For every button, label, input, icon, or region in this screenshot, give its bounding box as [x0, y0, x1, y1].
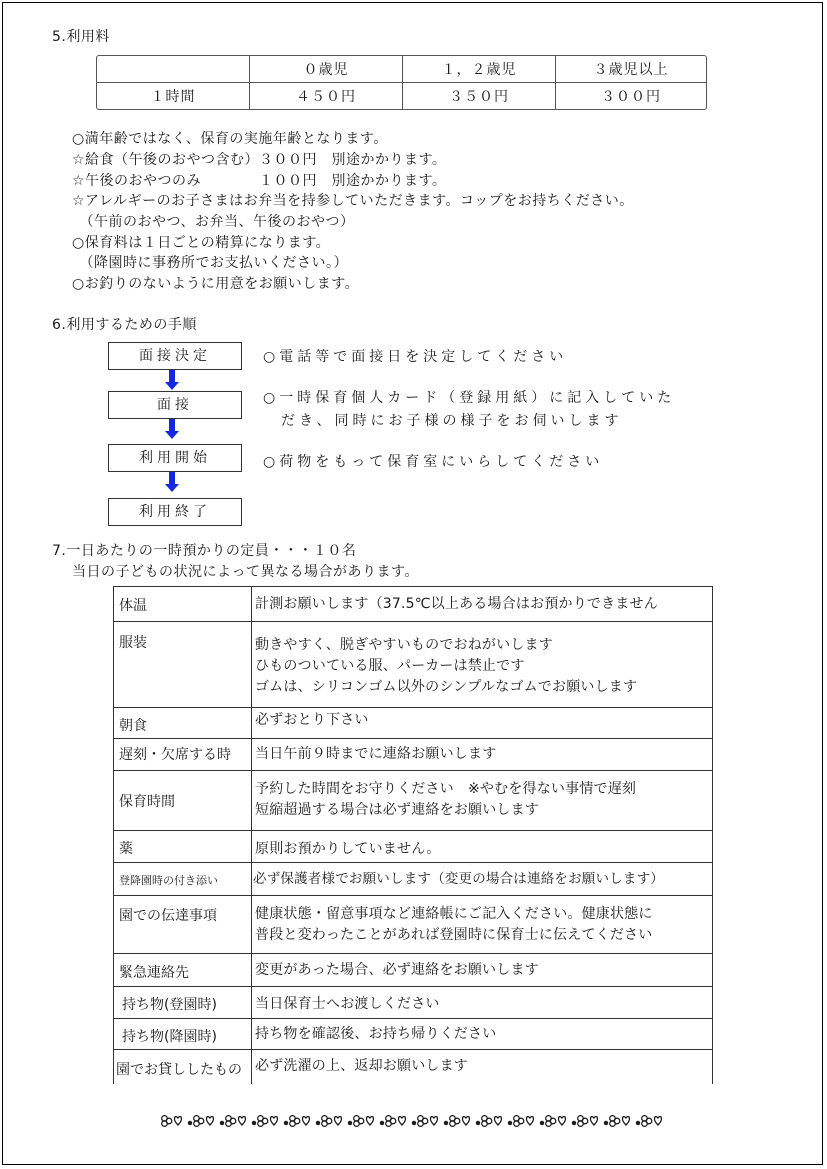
row-label: 服装	[114, 622, 252, 707]
row-label: 緊急連絡先	[114, 954, 252, 986]
fee-note: （降園時に事務所でお支払いください。）	[72, 255, 348, 271]
table-row	[114, 896, 712, 954]
fee-table-row	[97, 83, 706, 109]
row-label: 登降園時の付き添い	[114, 863, 252, 895]
row-value: 予約した時間をお守りください ※やむを得ない事情で遅刻	[255, 781, 637, 797]
flow-step-interview: 面接	[108, 391, 242, 419]
row-value: 必ずおとり下さい	[255, 712, 369, 728]
decorative-ornament-icon	[160, 1110, 675, 1132]
row-label: 遅刻・欠席する時	[114, 739, 252, 770]
row-value: 変更があった場合、必ず連絡をお願いします	[255, 962, 539, 978]
flow-description: だき、同時にお子様の様子をお伺いします	[263, 413, 623, 429]
table-row	[114, 587, 712, 622]
fee-note: ☆アレルギーのお子さまはお弁当を持参していただきます。コップをお持ちください。	[72, 193, 634, 209]
fee-header-cell: ３歳児以上	[556, 56, 706, 83]
row-value: 動きやすく、脱ぎやすいものでおねがいします	[255, 637, 553, 653]
row-value: 当日保育士へお渡しください	[255, 996, 440, 1012]
fee-header-cell	[97, 56, 250, 83]
row-label: 持ち物(登園時)	[114, 987, 252, 1018]
row-label: 園でお貸ししたもの	[114, 1050, 252, 1084]
row-value: 短縮超過する場合は必ず連絡をお願いします	[255, 802, 539, 818]
fee-table-header-row	[97, 56, 706, 83]
table-row	[114, 954, 712, 987]
row-value: 持ち物を確認後、お持ち帰りください	[255, 1026, 497, 1042]
row-value: 必ず保護者様でお願いします（変更の場合は連絡をお願いします）	[253, 871, 664, 887]
fee-cell: １時間	[97, 83, 250, 109]
row-value: 普段と変わったことがあれば登園時に保育士に伝えてください	[255, 927, 653, 943]
table-row	[114, 739, 712, 771]
row-label: 体温	[114, 587, 252, 621]
fee-note: ○お釣りのないように用意をお願いします。	[72, 276, 360, 292]
flow-step-end: 利用終了	[108, 498, 242, 526]
fee-table	[96, 55, 707, 110]
table-row	[114, 1019, 712, 1050]
flow-arrow-down-icon	[165, 370, 179, 392]
table-row	[114, 622, 712, 708]
fee-header-cell: ０歳児	[250, 56, 403, 83]
fee-header-cell: １，２歳児	[403, 56, 556, 83]
row-label: 持ち物(降園時)	[114, 1019, 252, 1049]
flow-step-interview-decision: 面接決定	[108, 342, 242, 370]
section5-heading: 5.利用料	[52, 29, 110, 45]
flow-arrow-down-icon	[165, 472, 179, 494]
flow-arrow-down-icon	[165, 419, 179, 441]
flow-description: ○電話等で面接日を決定してください	[263, 349, 568, 365]
row-value: 計測お願いします（37.5℃以上ある場合はお預かりできません	[255, 596, 658, 612]
row-label: 朝食	[114, 708, 252, 738]
table-row	[114, 708, 712, 739]
row-label: 園での伝達事項	[114, 896, 252, 953]
row-value: ひものついている服、パーカーは禁止です	[255, 658, 525, 674]
flow-step-start: 利用開始	[108, 444, 242, 472]
table-row	[114, 831, 712, 863]
row-label: 薬	[114, 831, 252, 862]
fee-note: （午前のおやつ、お弁当、午後のおやつ）	[72, 214, 355, 230]
section7-heading: 7.一日あたりの一時預かりの定員・・・１０名	[52, 543, 357, 559]
fee-note: ☆午後のおやつのみ １００円 別途かかります。	[72, 173, 447, 189]
fee-note: ○満年齢ではなく、保育の実施年齢となります。	[72, 131, 388, 147]
fee-cell: ３５０円	[403, 83, 556, 109]
row-value: 当日午前９時までに連絡お願いします	[255, 746, 497, 762]
table-row	[114, 771, 712, 831]
row-value: ゴムは、シリコンゴム以外のシンプルなゴムでお願いします	[255, 679, 638, 695]
row-value: 健康状態・留意事項など連絡帳にご記入ください。健康状態に	[255, 906, 653, 922]
row-value: 原則お預かりしていません。	[255, 841, 441, 857]
rules-table	[113, 586, 713, 1084]
flow-description: ○荷物をもって保育室にいらしてください	[263, 454, 604, 470]
fee-cell: ４５０円	[250, 83, 403, 109]
table-row	[114, 863, 712, 896]
fee-cell: ３００円	[601, 89, 661, 105]
fee-note: ○保育料は１日ごとの精算になります。	[72, 235, 331, 251]
fee-note: ☆給食（午後のおやつ含む）３００円 別途かかります。	[72, 152, 447, 168]
flow-description: ○一時保育個人カード（登録用紙）に記入していた	[263, 390, 676, 406]
section6-heading: 6.利用するための手順	[52, 317, 197, 333]
table-row	[114, 987, 712, 1019]
row-value: 必ず洗濯の上、返却お願いします	[255, 1058, 468, 1074]
row-label: 保育時間	[114, 771, 252, 830]
section7-subheading: 当日の子どもの状況によって異なる場合があります。	[72, 564, 419, 580]
table-row	[114, 1050, 712, 1084]
